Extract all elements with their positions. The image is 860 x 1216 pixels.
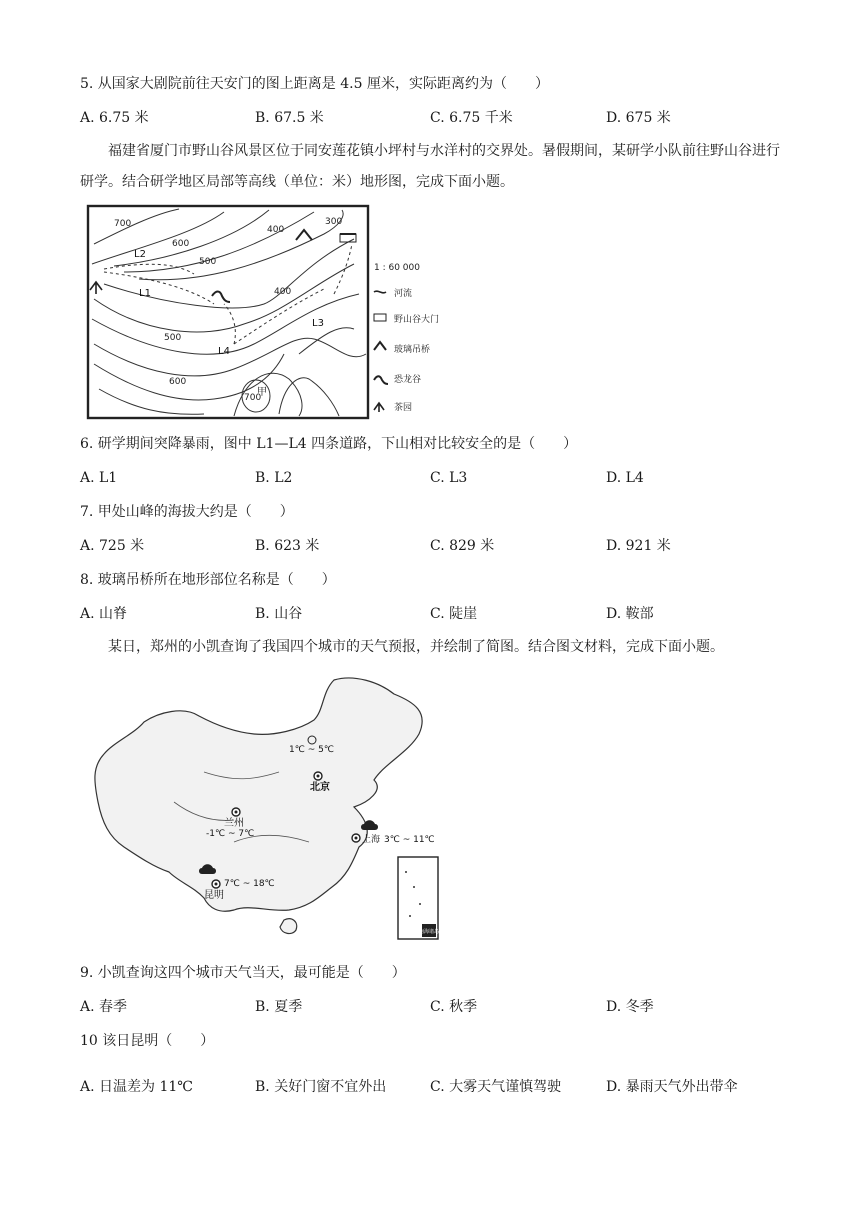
q7-option-a: A. 725 米 [80, 538, 145, 554]
q10-stem: 10 该日昆明（ ） [80, 1033, 215, 1049]
q6-option-b: B. L2 [255, 470, 293, 486]
city-weather-kunming: 7℃ ~ 18℃ [224, 879, 275, 889]
legend-river: 河流 [394, 289, 413, 299]
q8-option-c: C. 陡崖 [430, 606, 478, 622]
tea-icon [374, 403, 384, 412]
q9-option-c: C. 秋季 [430, 999, 478, 1015]
city-weather-lanzhou: -1℃ ~ 7℃ [206, 829, 255, 839]
city-weather-shanghai: 3℃ ~ 11℃ [384, 835, 435, 845]
bridge-icon [374, 342, 386, 350]
q6-option-d: D. L4 [606, 470, 644, 486]
svg-text:700: 700 [114, 219, 132, 229]
q5-option-a: A. 6.75 米 [80, 110, 149, 126]
intro-paragraph-2: 某日，郑州的小凯查询了我国四个城市的天气预报，并绘制了简图。结合图文材料，完成下面小题。 [108, 639, 724, 655]
q7-stem: 7. 甲处山峰的海拔大约是（ ） [80, 504, 294, 520]
route-label-l3: L3 [312, 318, 324, 329]
q9-option-d: D. 冬季 [606, 999, 654, 1015]
peak-contour-label: 700 [244, 393, 262, 403]
q7-option-d: D. 921 米 [606, 538, 671, 554]
q5-option-b: B. 67.5 米 [255, 110, 324, 126]
q10-option-d: D. 暴雨天气外出带伞 [606, 1079, 738, 1095]
svg-text:500: 500 [199, 257, 217, 267]
contour-map [84, 204, 464, 422]
q8-stem: 8. 玻璃吊桥所在地形部位名称是（ ） [80, 572, 336, 588]
city-marker-kunming [212, 880, 220, 888]
city-name-lanzhou: 兰州 [224, 818, 244, 829]
peak-label: 甲 [257, 387, 267, 398]
q7-option-b: B. 623 米 [255, 538, 320, 554]
q5-option-c: C. 6.75 千米 [430, 110, 513, 126]
city-marker-beijing [314, 772, 322, 780]
q5-option-d: D. 675 米 [606, 110, 671, 126]
svg-text:600: 600 [172, 239, 190, 249]
intro-paragraph-1: 福建省厦门市野山谷风景区位于同安莲花镇小坪村与水洋村的交界处。暑假期间，某研学小队前往野山谷进行研学。结合研学地区局部等高线（单位：米）地形图，完成下面小题。 [80, 143, 780, 190]
q8-option-a: A. 山脊 [80, 606, 128, 622]
q10-option-b: B. 关好门窗不宜外出 [255, 1079, 387, 1095]
q10-option-c: C. 大雾天气谨慎驾驶 [430, 1079, 562, 1095]
q6-option-a: A. L1 [80, 470, 118, 486]
q7-option-c: C. 829 米 [430, 538, 495, 554]
q6-stem: 6. 研学期间突降暴雨，图中 L1—L4 四条道路，下山相对比较安全的是（ ） [80, 436, 578, 452]
map-scale: 1 : 60 000 [374, 263, 420, 273]
svg-text:500: 500 [164, 333, 182, 343]
city-name-kunming: 昆明 [204, 890, 224, 901]
svg-text:400: 400 [274, 287, 292, 297]
q6-option-c: C. L3 [430, 470, 468, 486]
svg-text:600: 600 [169, 377, 187, 387]
q8-option-b: B. 山谷 [255, 606, 303, 622]
legend-dinosaur: 恐龙谷 [394, 375, 422, 385]
route-label-l4: L4 [218, 346, 230, 357]
city-marker-shanghai [352, 834, 360, 842]
q9-option-b: B. 夏季 [255, 999, 303, 1015]
inset-label: 南海诸岛 [418, 929, 440, 935]
q9-option-a: A. 春季 [80, 999, 128, 1015]
china-weather-map [84, 672, 464, 948]
svg-text:300: 300 [325, 217, 343, 227]
city-name-beijing: 北京 [310, 782, 330, 793]
dinosaur-icon [374, 376, 388, 384]
q5-stem: 5. 从国家大剧院前往天安门的图上距离是 4.5 厘米，实际距离约为（ ） [80, 76, 549, 92]
legend-bridge: 玻璃吊桥 [394, 345, 431, 355]
city-marker-lanzhou [232, 808, 240, 816]
route-label-l1: L1 [139, 288, 151, 299]
q10-option-a: A. 日温差为 11℃ [80, 1079, 193, 1095]
q8-option-d: D. 鞍部 [606, 606, 654, 622]
city-name-shanghai: 上海 [362, 835, 381, 845]
gate-icon [374, 314, 386, 321]
city-weather-beijing: 1℃ ~ 5℃ [289, 745, 334, 755]
route-label-l2: L2 [134, 249, 146, 260]
q9-stem: 9. 小凯查询这四个城市天气当天，最可能是（ ） [80, 965, 406, 981]
svg-text:400: 400 [267, 225, 285, 235]
legend-tea: 茶园 [394, 403, 413, 413]
river-icon [374, 291, 386, 293]
legend-gate: 野山谷大门 [394, 315, 440, 325]
